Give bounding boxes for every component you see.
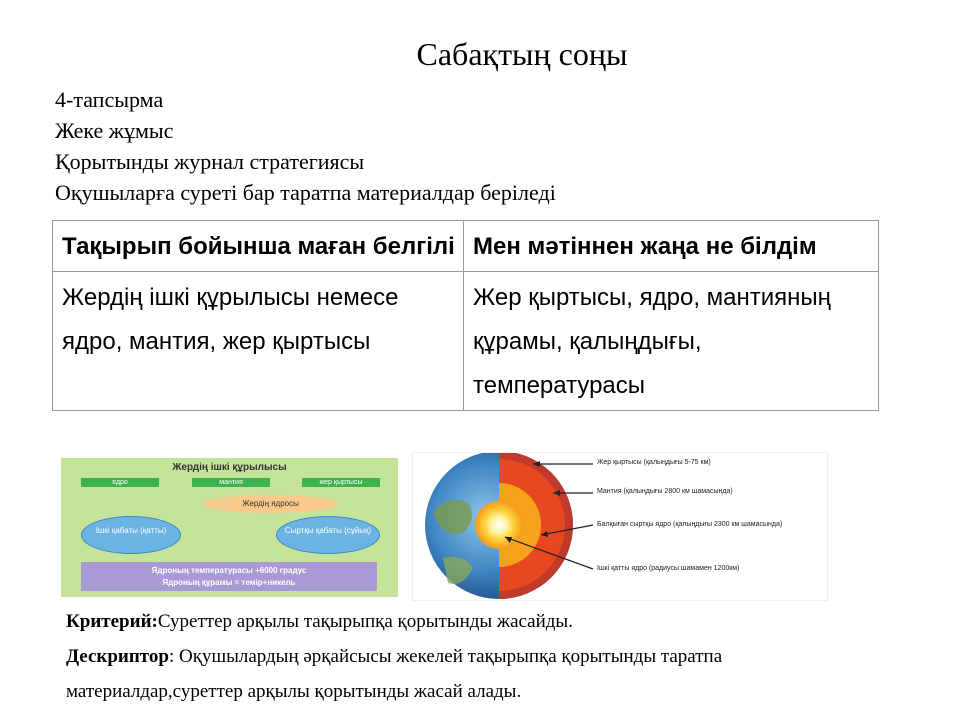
intro-line-work: Жеке жұмыс (55, 118, 174, 143)
table-row (53, 272, 879, 411)
diagram-core-oval: Жердің ядросы (203, 495, 338, 513)
criterion-label: Критерий: (66, 611, 158, 632)
criterion-text: Суреттер арқылы тақырыпқа қорытынды жасайды. (157, 611, 573, 632)
diagram-temp-text: Ядроның температурасы +6000 градус (151, 566, 307, 575)
descriptor-line (66, 639, 936, 674)
table-header-learned: Мен мәтіннен жаңа не білдім (464, 221, 879, 272)
table-header-known: Тақырып бойынша маған белгілі (53, 221, 464, 272)
diagram-title: Жердің ішкі құрылысы (172, 462, 287, 473)
slide-title: Сабақтың соңы (416, 36, 628, 72)
diagram-outer-oval: Сыртқы қабаты (сұйық) (276, 516, 380, 554)
diagram-comp-text: Ядроның құрамы = темір+никель (162, 578, 296, 587)
table-cell-known: Жердің ішкі құрылысы немесе ядро, мантия, жер қыртысы (53, 272, 464, 411)
inner-core-layer (475, 501, 523, 549)
descriptor-line-2: материалдар,суреттер арқылы қорытынды жасай алады. (66, 681, 522, 702)
label-inner-core: Ішкі қатты ядро (радиусы шамамен 1200км) (597, 565, 740, 572)
label-crust: Жер қыртысы (қалыңдығы 5-75 км) (597, 459, 711, 466)
table-header-row (53, 221, 879, 272)
descriptor-label: Дескриптор (66, 646, 169, 667)
intro-line-strategy: Қорытынды журнал стратегиясы (55, 149, 365, 174)
label-outer-core: Балқыған сыртқы ядро (қалыңдығы 2300 км шамасында) (597, 521, 783, 528)
intro-line-materials: Оқушыларға суреті бар таратпа материалдар беріледі (55, 180, 556, 205)
earth-structure-diagram (61, 458, 398, 597)
diagram-box-core: ядро (81, 478, 159, 487)
table-cell-learned: Жер қыртысы, ядро, мантияның құрамы, қалыңдығы, температурасы (464, 272, 879, 411)
journal-table (52, 220, 879, 411)
criterion-line (66, 604, 936, 639)
diagram-box-mantle: мантия (192, 478, 270, 487)
diagram-box-crust: жер қыртысы (302, 478, 380, 487)
earth-layers-image (412, 452, 828, 601)
label-mantle: Мантия (қалыңдығы 2800 км шамасында) (597, 488, 733, 495)
criteria-block (66, 604, 936, 709)
diagram-inner-oval: Ішкі қабаты (қатты) (81, 516, 181, 554)
descriptor-text: : Оқушылардың әрқайсысы жекелей тақырыпқа қорытынды таратпа (168, 646, 723, 667)
intro-line-task: 4-тапсырма (55, 87, 164, 112)
intro-block (55, 84, 556, 208)
diagram-facts-box (81, 562, 377, 591)
